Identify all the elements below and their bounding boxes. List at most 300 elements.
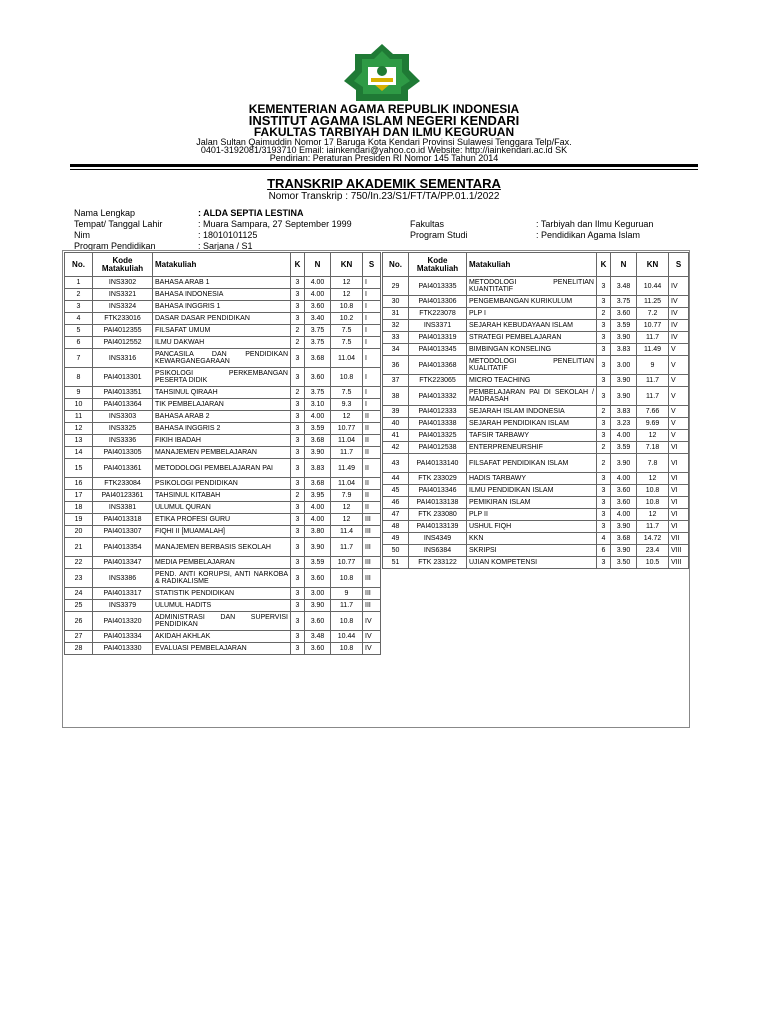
table-row: [65, 447, 381, 459]
row-number: 51: [383, 557, 409, 569]
course-code: PAI40133138: [409, 497, 467, 509]
course-name: PSIKOLOGI PERKEMBANGAN PESERTA DIDIK: [153, 368, 291, 387]
faculty-values: [536, 219, 653, 241]
row-number: 18: [65, 502, 93, 514]
grade-points: 10.44: [331, 631, 363, 643]
semester: I: [363, 337, 381, 349]
grade-points: 12: [331, 514, 363, 526]
course-code: FTK233084: [93, 478, 153, 490]
row-number: 11: [65, 411, 93, 423]
table-row: [65, 514, 381, 526]
row-number: 22: [65, 557, 93, 569]
course-name: STRATEGI PEMBELAJARAN: [467, 332, 597, 344]
grade: 3.90: [611, 375, 637, 387]
grade: 3.90: [611, 545, 637, 557]
credits: 3: [597, 277, 611, 296]
row-number: 24: [65, 588, 93, 600]
semester: I: [363, 277, 381, 289]
semester: II: [363, 447, 381, 459]
semester: II: [363, 502, 381, 514]
row-number: 3: [65, 301, 93, 313]
col-grade-points: KN: [331, 253, 363, 277]
credits: 2: [597, 442, 611, 454]
credits: 3: [291, 588, 305, 600]
grade-points: 10.77: [637, 320, 669, 332]
row-number: 47: [383, 509, 409, 521]
row-number: 42: [383, 442, 409, 454]
credits: 3: [291, 514, 305, 526]
credits: 3: [597, 375, 611, 387]
label-name: Nama Lengkap: [74, 208, 136, 218]
grade: 3.83: [611, 344, 637, 356]
col-semester: S: [669, 253, 689, 277]
grade-points: 23.4: [637, 545, 669, 557]
institute-name: INSTITUT AGAMA ISLAM NEGERI KENDARI: [248, 113, 520, 128]
course-name: BAHASA INGGRIS 1: [153, 301, 291, 313]
credits: 3: [291, 368, 305, 387]
semester: V: [669, 387, 689, 406]
course-code: FTK 233080: [409, 509, 467, 521]
semester: III: [363, 526, 381, 538]
credits: 3: [597, 418, 611, 430]
grade: 4.00: [305, 289, 331, 301]
row-number: 45: [383, 485, 409, 497]
grades-table-right: [382, 252, 689, 569]
grade-points: 12: [331, 277, 363, 289]
row-number: 15: [65, 459, 93, 478]
col-code: Kode Matakuliah: [409, 253, 467, 277]
course-code: INS3302: [93, 277, 153, 289]
course-name: AKIDAH AKHLAK: [153, 631, 291, 643]
credits: 3: [291, 399, 305, 411]
grade: 3.23: [611, 418, 637, 430]
grade: 3.60: [305, 368, 331, 387]
row-number: 25: [65, 600, 93, 612]
grade: 3.83: [611, 406, 637, 418]
grade: 4.00: [305, 514, 331, 526]
row-number: 2: [65, 289, 93, 301]
course-name: EVALUASI PEMBELAJARAN: [153, 643, 291, 655]
course-name: MEDIA PEMBELAJARAN: [153, 557, 291, 569]
credits: 2: [291, 490, 305, 502]
course-name: SKRIPSI: [467, 545, 597, 557]
col-no: No.: [383, 253, 409, 277]
table-row: [383, 521, 689, 533]
credits: 3: [291, 569, 305, 588]
course-name: PSIKOLOGI PENDIDIKAN: [153, 478, 291, 490]
table-row: [65, 301, 381, 313]
course-name: HADIS TARBAWY: [467, 473, 597, 485]
course-name: ENTERPRENEURSHIF: [467, 442, 597, 454]
course-code: PAI4012552: [93, 337, 153, 349]
grade: 3.59: [305, 423, 331, 435]
course-code: FTK233016: [93, 313, 153, 325]
row-number: 21: [65, 538, 93, 557]
grade-points: 11.04: [331, 435, 363, 447]
credits: 4: [597, 533, 611, 545]
grade-points: 7.18: [637, 442, 669, 454]
grade: 3.83: [305, 459, 331, 478]
credits: 3: [597, 485, 611, 497]
grade-points: 10.2: [331, 313, 363, 325]
grade-points: 11.25: [637, 296, 669, 308]
label-nim: Nim: [74, 230, 90, 240]
semester: I: [363, 325, 381, 337]
semester: I: [363, 368, 381, 387]
semester: VII: [669, 533, 689, 545]
table-row: [383, 308, 689, 320]
credits: 3: [597, 509, 611, 521]
label-birth: Tempat/ Tanggal Lahir: [74, 219, 163, 229]
table-row: [65, 631, 381, 643]
semester: V: [669, 418, 689, 430]
credits: 3: [597, 521, 611, 533]
grade: 3.90: [305, 538, 331, 557]
course-code: INS3316: [93, 349, 153, 368]
credits: 3: [291, 643, 305, 655]
table-row: [65, 423, 381, 435]
grade-points: 11.04: [331, 478, 363, 490]
credits: 2: [291, 387, 305, 399]
transcript-number: Nomor Transkrip : 750/In.23/S1/FT/TA/PP.01.1/2022: [268, 191, 500, 202]
semester: IV: [363, 643, 381, 655]
row-number: 4: [65, 313, 93, 325]
row-number: 26: [65, 612, 93, 631]
table-row: [65, 277, 381, 289]
course-code: INS3381: [93, 502, 153, 514]
address-line-3: Pendirian: Peraturan Presiden RI Nomor 145 Tahun 2014: [269, 153, 499, 163]
grade-points: 10.77: [331, 423, 363, 435]
student-name: : ALDA SEPTIA LESTINA: [198, 208, 304, 218]
semester: II: [363, 478, 381, 490]
row-number: 30: [383, 296, 409, 308]
table-row: [383, 485, 689, 497]
course-code: PAI4013301: [93, 368, 153, 387]
label-program: Program Pendidikan: [74, 241, 156, 251]
credits: 3: [597, 430, 611, 442]
course-code: PAI40133139: [409, 521, 467, 533]
table-row: [383, 454, 689, 473]
course-code: PAI4013335: [409, 277, 467, 296]
row-number: 36: [383, 356, 409, 375]
row-number: 9: [65, 387, 93, 399]
grade: 4.00: [611, 509, 637, 521]
row-number: 6: [65, 337, 93, 349]
credits: 3: [597, 356, 611, 375]
course-name: MANAJEMEN BERBASIS SEKOLAH: [153, 538, 291, 557]
course-name: SEJARAH ISLAM INDONESIA: [467, 406, 597, 418]
course-code: PAI4013332: [409, 387, 467, 406]
row-number: 31: [383, 308, 409, 320]
course-code: PAI40133140: [409, 454, 467, 473]
row-number: 32: [383, 320, 409, 332]
grades-table-left: [64, 252, 381, 655]
credits: 3: [597, 497, 611, 509]
course-code: PAI4013318: [93, 514, 153, 526]
credits: 3: [291, 301, 305, 313]
course-name: TAHSINUL KITABAH: [153, 490, 291, 502]
row-number: 7: [65, 349, 93, 368]
grade-points: 10.8: [331, 643, 363, 655]
semester: IV: [363, 631, 381, 643]
grade: 4.00: [611, 473, 637, 485]
credits: 3: [291, 538, 305, 557]
course-name: MANAJEMEN PEMBELAJARAN: [153, 447, 291, 459]
grade-points: 10.8: [331, 368, 363, 387]
row-number: 12: [65, 423, 93, 435]
grade-points: 9: [331, 588, 363, 600]
grade: 3.75: [305, 325, 331, 337]
row-number: 43: [383, 454, 409, 473]
semester: VIII: [669, 557, 689, 569]
student-labels: [74, 208, 162, 252]
table-row: [65, 289, 381, 301]
semester: II: [363, 423, 381, 435]
grade: 3.50: [611, 557, 637, 569]
grade-points: 11.04: [331, 349, 363, 368]
credits: 2: [597, 454, 611, 473]
table-row: [65, 557, 381, 569]
table-row: [65, 569, 381, 588]
course-code: PAI4013345: [409, 344, 467, 356]
row-number: 13: [65, 435, 93, 447]
grade-points: 10.8: [637, 485, 669, 497]
course-name: ULUMUL HADITS: [153, 600, 291, 612]
credits: 3: [291, 478, 305, 490]
credits: 3: [291, 349, 305, 368]
grade: 3.68: [611, 533, 637, 545]
course-name: BAHASA ARAB 2: [153, 411, 291, 423]
course-name: FIQHI II [MUAMALAH]: [153, 526, 291, 538]
col-course: Matakuliah: [153, 253, 291, 277]
semester: IV: [669, 320, 689, 332]
semester: I: [363, 289, 381, 301]
semester: III: [363, 600, 381, 612]
grade: 3.80: [305, 526, 331, 538]
grade: 3.60: [305, 569, 331, 588]
grade-points: 12: [637, 430, 669, 442]
grade: 3.90: [611, 387, 637, 406]
grade: 3.60: [305, 643, 331, 655]
course-name: DASAR DASAR PENDIDIKAN: [153, 313, 291, 325]
col-credits: K: [597, 253, 611, 277]
course-code: PAI4013320: [93, 612, 153, 631]
course-code: PAI40123361: [93, 490, 153, 502]
course-code: PAI4013330: [93, 643, 153, 655]
grade: 3.60: [305, 612, 331, 631]
grade-points: 11.7: [331, 538, 363, 557]
row-number: 27: [65, 631, 93, 643]
semester: III: [363, 569, 381, 588]
course-code: INS3325: [93, 423, 153, 435]
course-name: ADMINISTRASI DAN SUPERVISI PENDIDIKAN: [153, 612, 291, 631]
table-row: [65, 478, 381, 490]
course-name: BAHASA ARAB 1: [153, 277, 291, 289]
semester: II: [363, 490, 381, 502]
table-row: [65, 588, 381, 600]
table-row: [383, 497, 689, 509]
credits: 3: [291, 612, 305, 631]
semester: II: [363, 411, 381, 423]
row-number: 44: [383, 473, 409, 485]
grade: 4.00: [305, 502, 331, 514]
ministry-name: KEMENTERIAN AGAMA REPUBLIK INDONESIA: [248, 102, 520, 116]
course-code: PAI4013354: [93, 538, 153, 557]
course-name: TIK PEMBELAJARAN: [153, 399, 291, 411]
credits: 3: [597, 387, 611, 406]
grade: 3.90: [305, 600, 331, 612]
document-title: TRANSKRIP AKADEMIK SEMENTARA: [267, 176, 501, 191]
course-name: PLP II: [467, 509, 597, 521]
grade: 3.95: [305, 490, 331, 502]
header-rule-thin: [70, 169, 698, 170]
credits: 3: [597, 344, 611, 356]
course-code: PAI4013305: [93, 447, 153, 459]
grade-points: 10.8: [331, 301, 363, 313]
grade: 4.00: [611, 430, 637, 442]
col-grade: N: [611, 253, 637, 277]
credits: 3: [291, 526, 305, 538]
grade-points: 7.9: [331, 490, 363, 502]
course-name: FILSAFAT UMUM: [153, 325, 291, 337]
row-number: 20: [65, 526, 93, 538]
grade: 3.00: [611, 356, 637, 375]
course-code: PAI4013351: [93, 387, 153, 399]
table-row: [65, 526, 381, 538]
credits: 6: [597, 545, 611, 557]
row-number: 29: [383, 277, 409, 296]
course-code: PAI4013317: [93, 588, 153, 600]
grade: 3.10: [305, 399, 331, 411]
table-row: [65, 313, 381, 325]
grade-points: 11.7: [331, 600, 363, 612]
table-row: [383, 442, 689, 454]
grade: 4.00: [305, 277, 331, 289]
semester: IV: [669, 308, 689, 320]
table-row: [65, 435, 381, 447]
table-row: [383, 387, 689, 406]
credits: 3: [597, 557, 611, 569]
semester: V: [669, 344, 689, 356]
grade: 3.75: [305, 337, 331, 349]
table-row: [383, 533, 689, 545]
label-study-program: Program Studi: [410, 230, 468, 240]
row-number: 10: [65, 399, 93, 411]
table-row: [65, 502, 381, 514]
credits: 3: [291, 447, 305, 459]
grade: 3.90: [611, 521, 637, 533]
table-row: [65, 612, 381, 631]
grade: 3.68: [305, 349, 331, 368]
semester: III: [363, 514, 381, 526]
grade-points: 7.2: [637, 308, 669, 320]
semester: III: [363, 588, 381, 600]
course-name: PLP I: [467, 308, 597, 320]
semester: III: [363, 557, 381, 569]
semester: V: [669, 375, 689, 387]
table-row: [65, 643, 381, 655]
course-code: PAI4013319: [409, 332, 467, 344]
grade-points: 11.7: [331, 447, 363, 459]
course-name: FIKIH IBADAH: [153, 435, 291, 447]
row-number: 38: [383, 387, 409, 406]
col-grade-points: KN: [637, 253, 669, 277]
course-code: FTK 233029: [409, 473, 467, 485]
course-code: FTK223065: [409, 375, 467, 387]
faculty-labels: [410, 219, 468, 241]
label-faculty: Fakultas: [410, 219, 445, 229]
grade-points: 12: [637, 509, 669, 521]
credits: 3: [291, 289, 305, 301]
credits: 3: [291, 631, 305, 643]
grade: 3.90: [611, 332, 637, 344]
grade-points: 12: [331, 502, 363, 514]
row-number: 39: [383, 406, 409, 418]
grade: 3.59: [611, 442, 637, 454]
credits: 3: [597, 332, 611, 344]
course-code: PAI4013346: [409, 485, 467, 497]
grade: 4.00: [305, 411, 331, 423]
student-birth: : Muara Sampara, 27 September 1999: [198, 219, 352, 229]
semester: VI: [669, 442, 689, 454]
row-number: 37: [383, 375, 409, 387]
row-number: 46: [383, 497, 409, 509]
row-number: 33: [383, 332, 409, 344]
course-name: PEMBELAJARAN PAI DI SEKOLAH / MADRASAH: [467, 387, 597, 406]
semester: I: [363, 399, 381, 411]
grade-points: 7.8: [637, 454, 669, 473]
credits: 3: [597, 320, 611, 332]
course-code: PAI4013364: [93, 399, 153, 411]
course-name: ILMU PENDIDIKAN ISLAM: [467, 485, 597, 497]
table-row: [65, 538, 381, 557]
grade: 3.90: [611, 454, 637, 473]
grade-points: 9.3: [331, 399, 363, 411]
credits: 3: [597, 473, 611, 485]
semester: V: [669, 356, 689, 375]
grade: 3.59: [305, 557, 331, 569]
course-name: BAHASA INDONESIA: [153, 289, 291, 301]
course-code: PAI4013347: [93, 557, 153, 569]
semester: VI: [669, 454, 689, 473]
grade-points: 11.7: [637, 387, 669, 406]
table-row: [383, 557, 689, 569]
col-credits: K: [291, 253, 305, 277]
table-row: [383, 473, 689, 485]
table-row: [383, 430, 689, 442]
grade: 3.60: [305, 301, 331, 313]
student-program: : Sarjana / S1: [198, 241, 253, 251]
course-name: USHUL FIQH: [467, 521, 597, 533]
credits: 3: [291, 459, 305, 478]
semester: VI: [669, 521, 689, 533]
course-code: PAI4013338: [409, 418, 467, 430]
course-code: INS3386: [93, 569, 153, 588]
col-no: No.: [65, 253, 93, 277]
course-code: INS3324: [93, 301, 153, 313]
course-name: METODOLOGI PENELITIAN KUANTITATIF: [467, 277, 597, 296]
row-number: 8: [65, 368, 93, 387]
course-code: INS4349: [409, 533, 467, 545]
row-number: 23: [65, 569, 93, 588]
course-name: METODOLOGI PEMBELAJARAN PAI: [153, 459, 291, 478]
header-rule-thick: [70, 164, 698, 167]
table-row: [65, 325, 381, 337]
course-name: TAFSIR TARBAWY: [467, 430, 597, 442]
grade-points: 12: [331, 289, 363, 301]
course-code: PAI4013325: [409, 430, 467, 442]
grade-points: 10.8: [331, 612, 363, 631]
